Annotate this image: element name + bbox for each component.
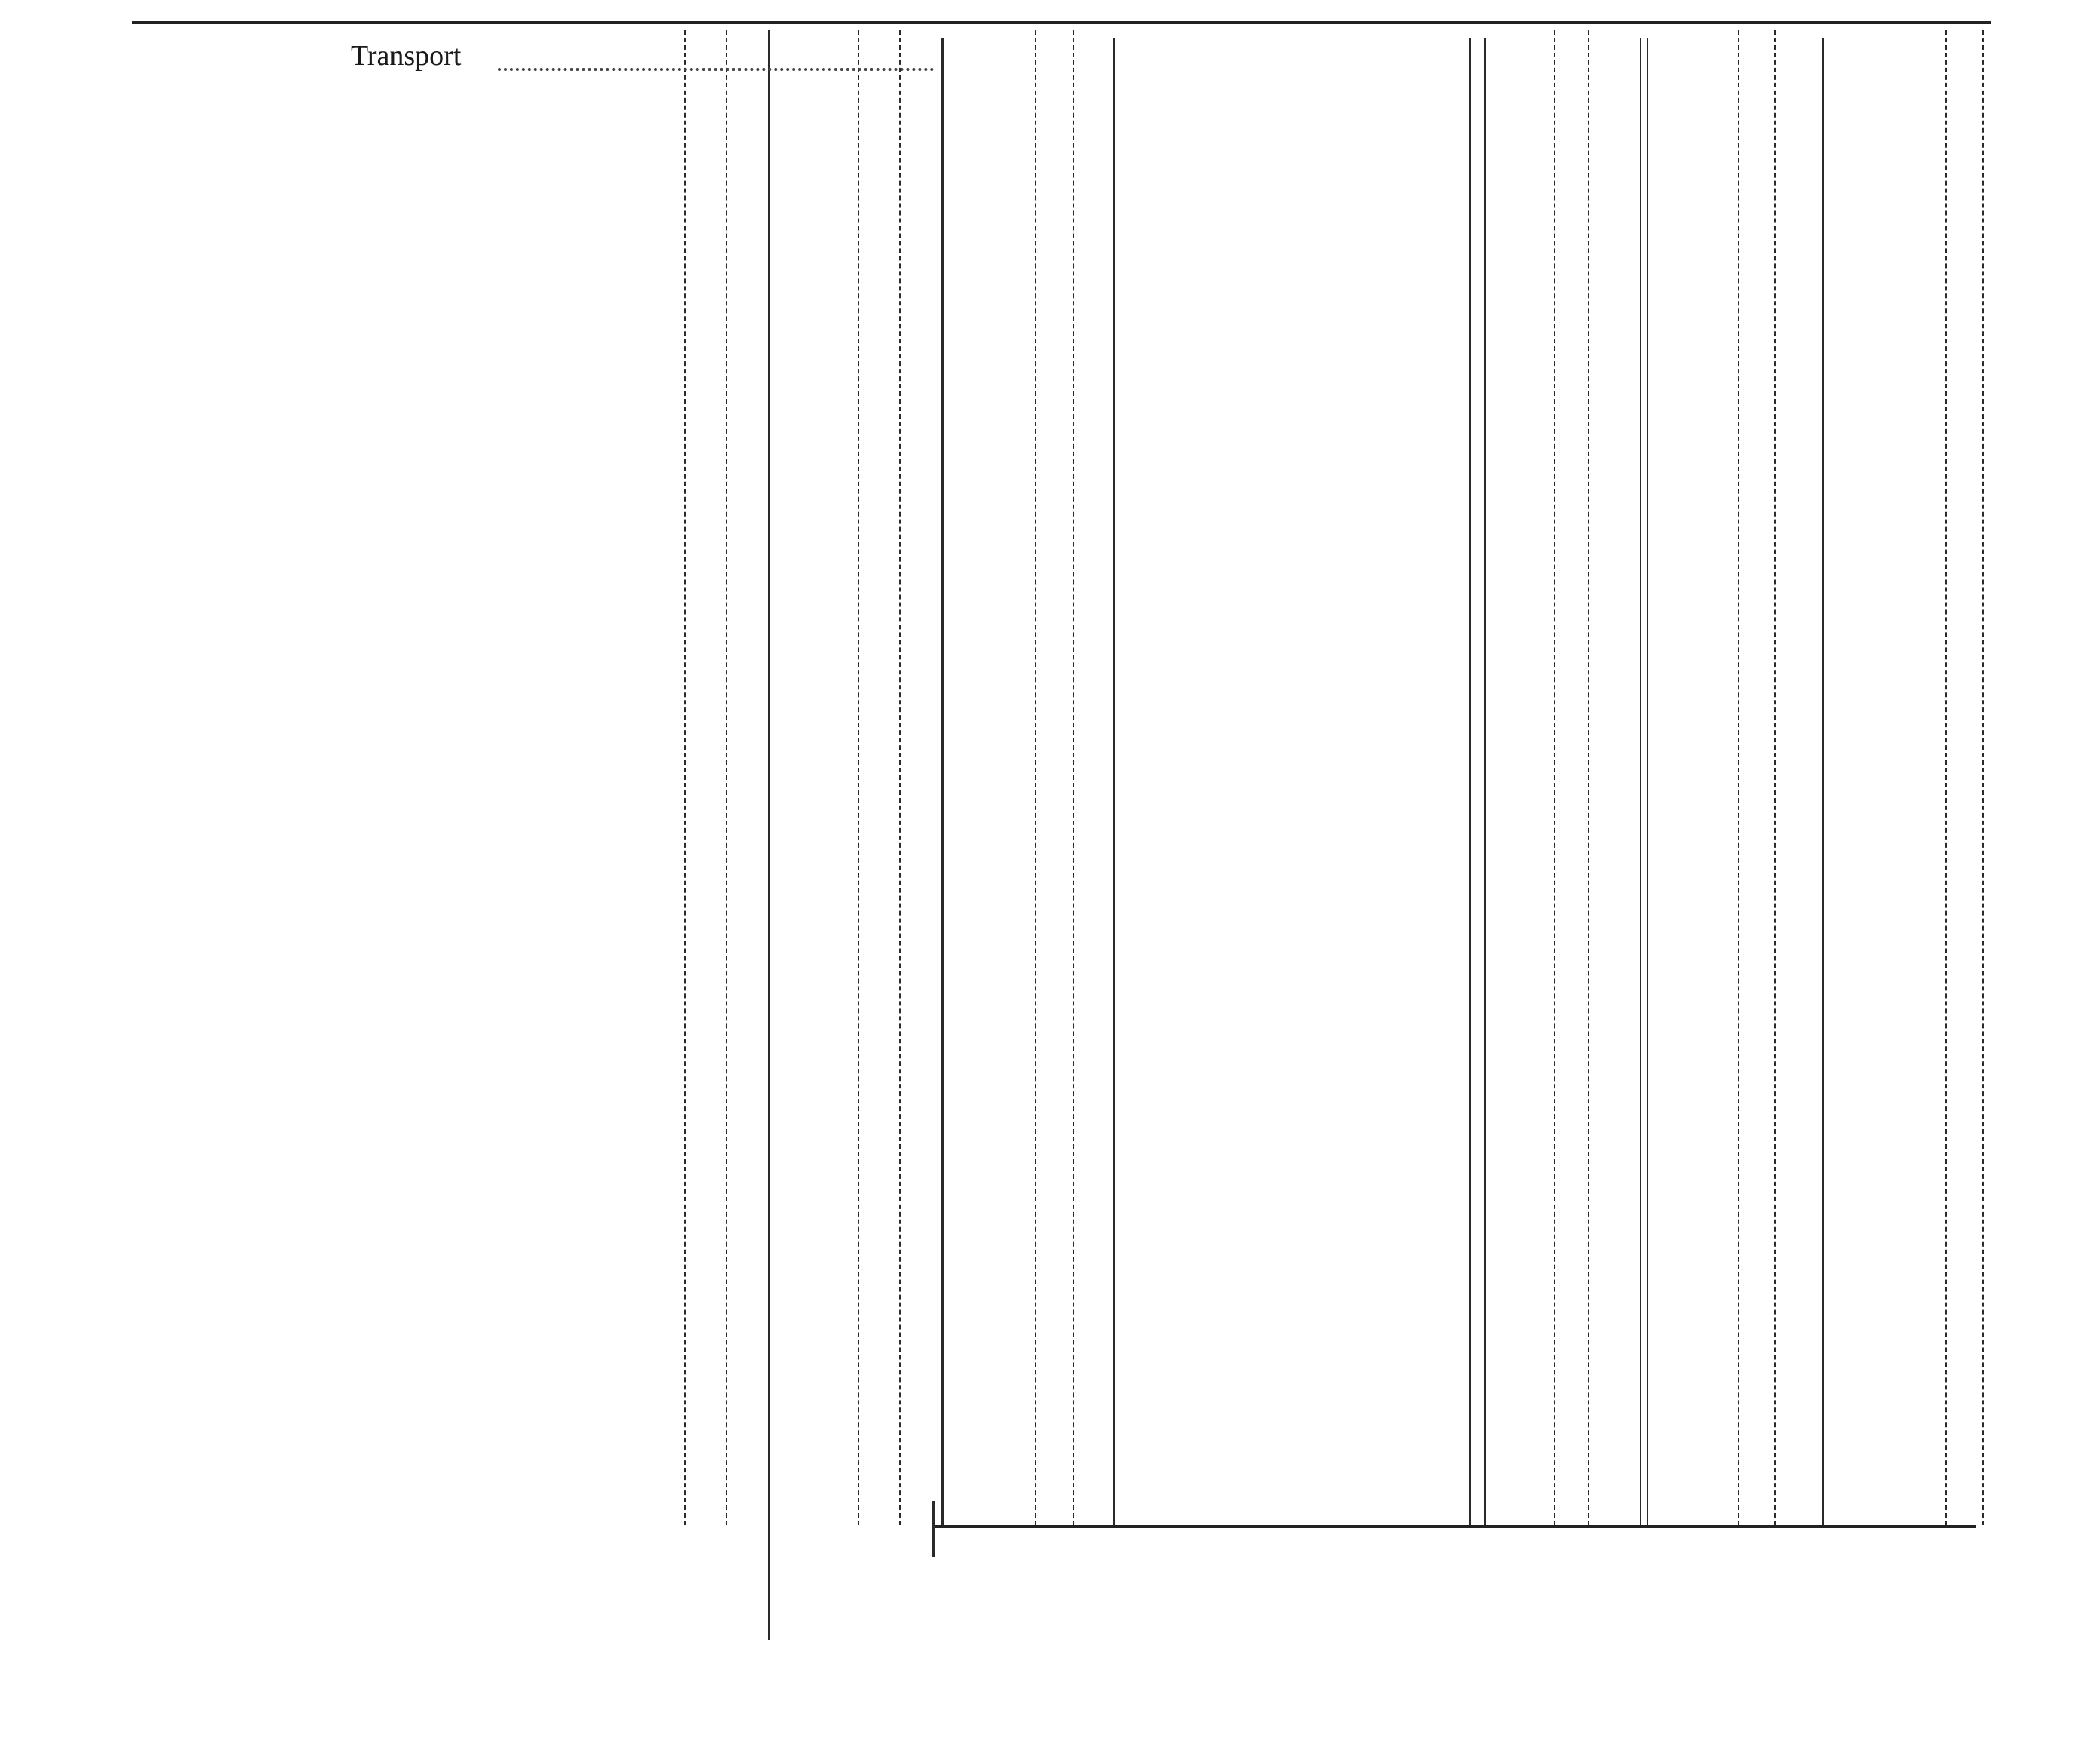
sub-column-rule [899, 30, 901, 1525]
sub-column-rule [726, 30, 727, 1525]
col-divider [1640, 38, 1641, 1525]
sub-column-rule [1774, 30, 1776, 1525]
sub-column-rule [1945, 30, 1947, 1525]
sub-column-rule [1035, 30, 1036, 1525]
col-divider [1484, 38, 1486, 1525]
transport-label: Transport [351, 40, 462, 72]
col-divider [1469, 38, 1471, 1525]
sub-column-rule [1073, 30, 1074, 1525]
sub-column-rule [1588, 30, 1589, 1525]
sub-column-rule [1554, 30, 1555, 1525]
sub-column-rule [1982, 30, 1984, 1525]
col-divider [1647, 38, 1648, 1525]
sub-column-rule [858, 30, 859, 1525]
col-divider-remarks-total [1822, 38, 1824, 1525]
col-divider-remarks [1113, 38, 1115, 1525]
col-divider-receipts [768, 30, 770, 1640]
leader-dots [498, 68, 934, 71]
bottom-rule [932, 1525, 1976, 1528]
sub-column-rule [684, 30, 686, 1525]
col-divider-balance [941, 38, 944, 1525]
top-rule [132, 21, 1991, 24]
sub-column-rule [1738, 30, 1739, 1525]
col-divider [932, 1501, 935, 1557]
